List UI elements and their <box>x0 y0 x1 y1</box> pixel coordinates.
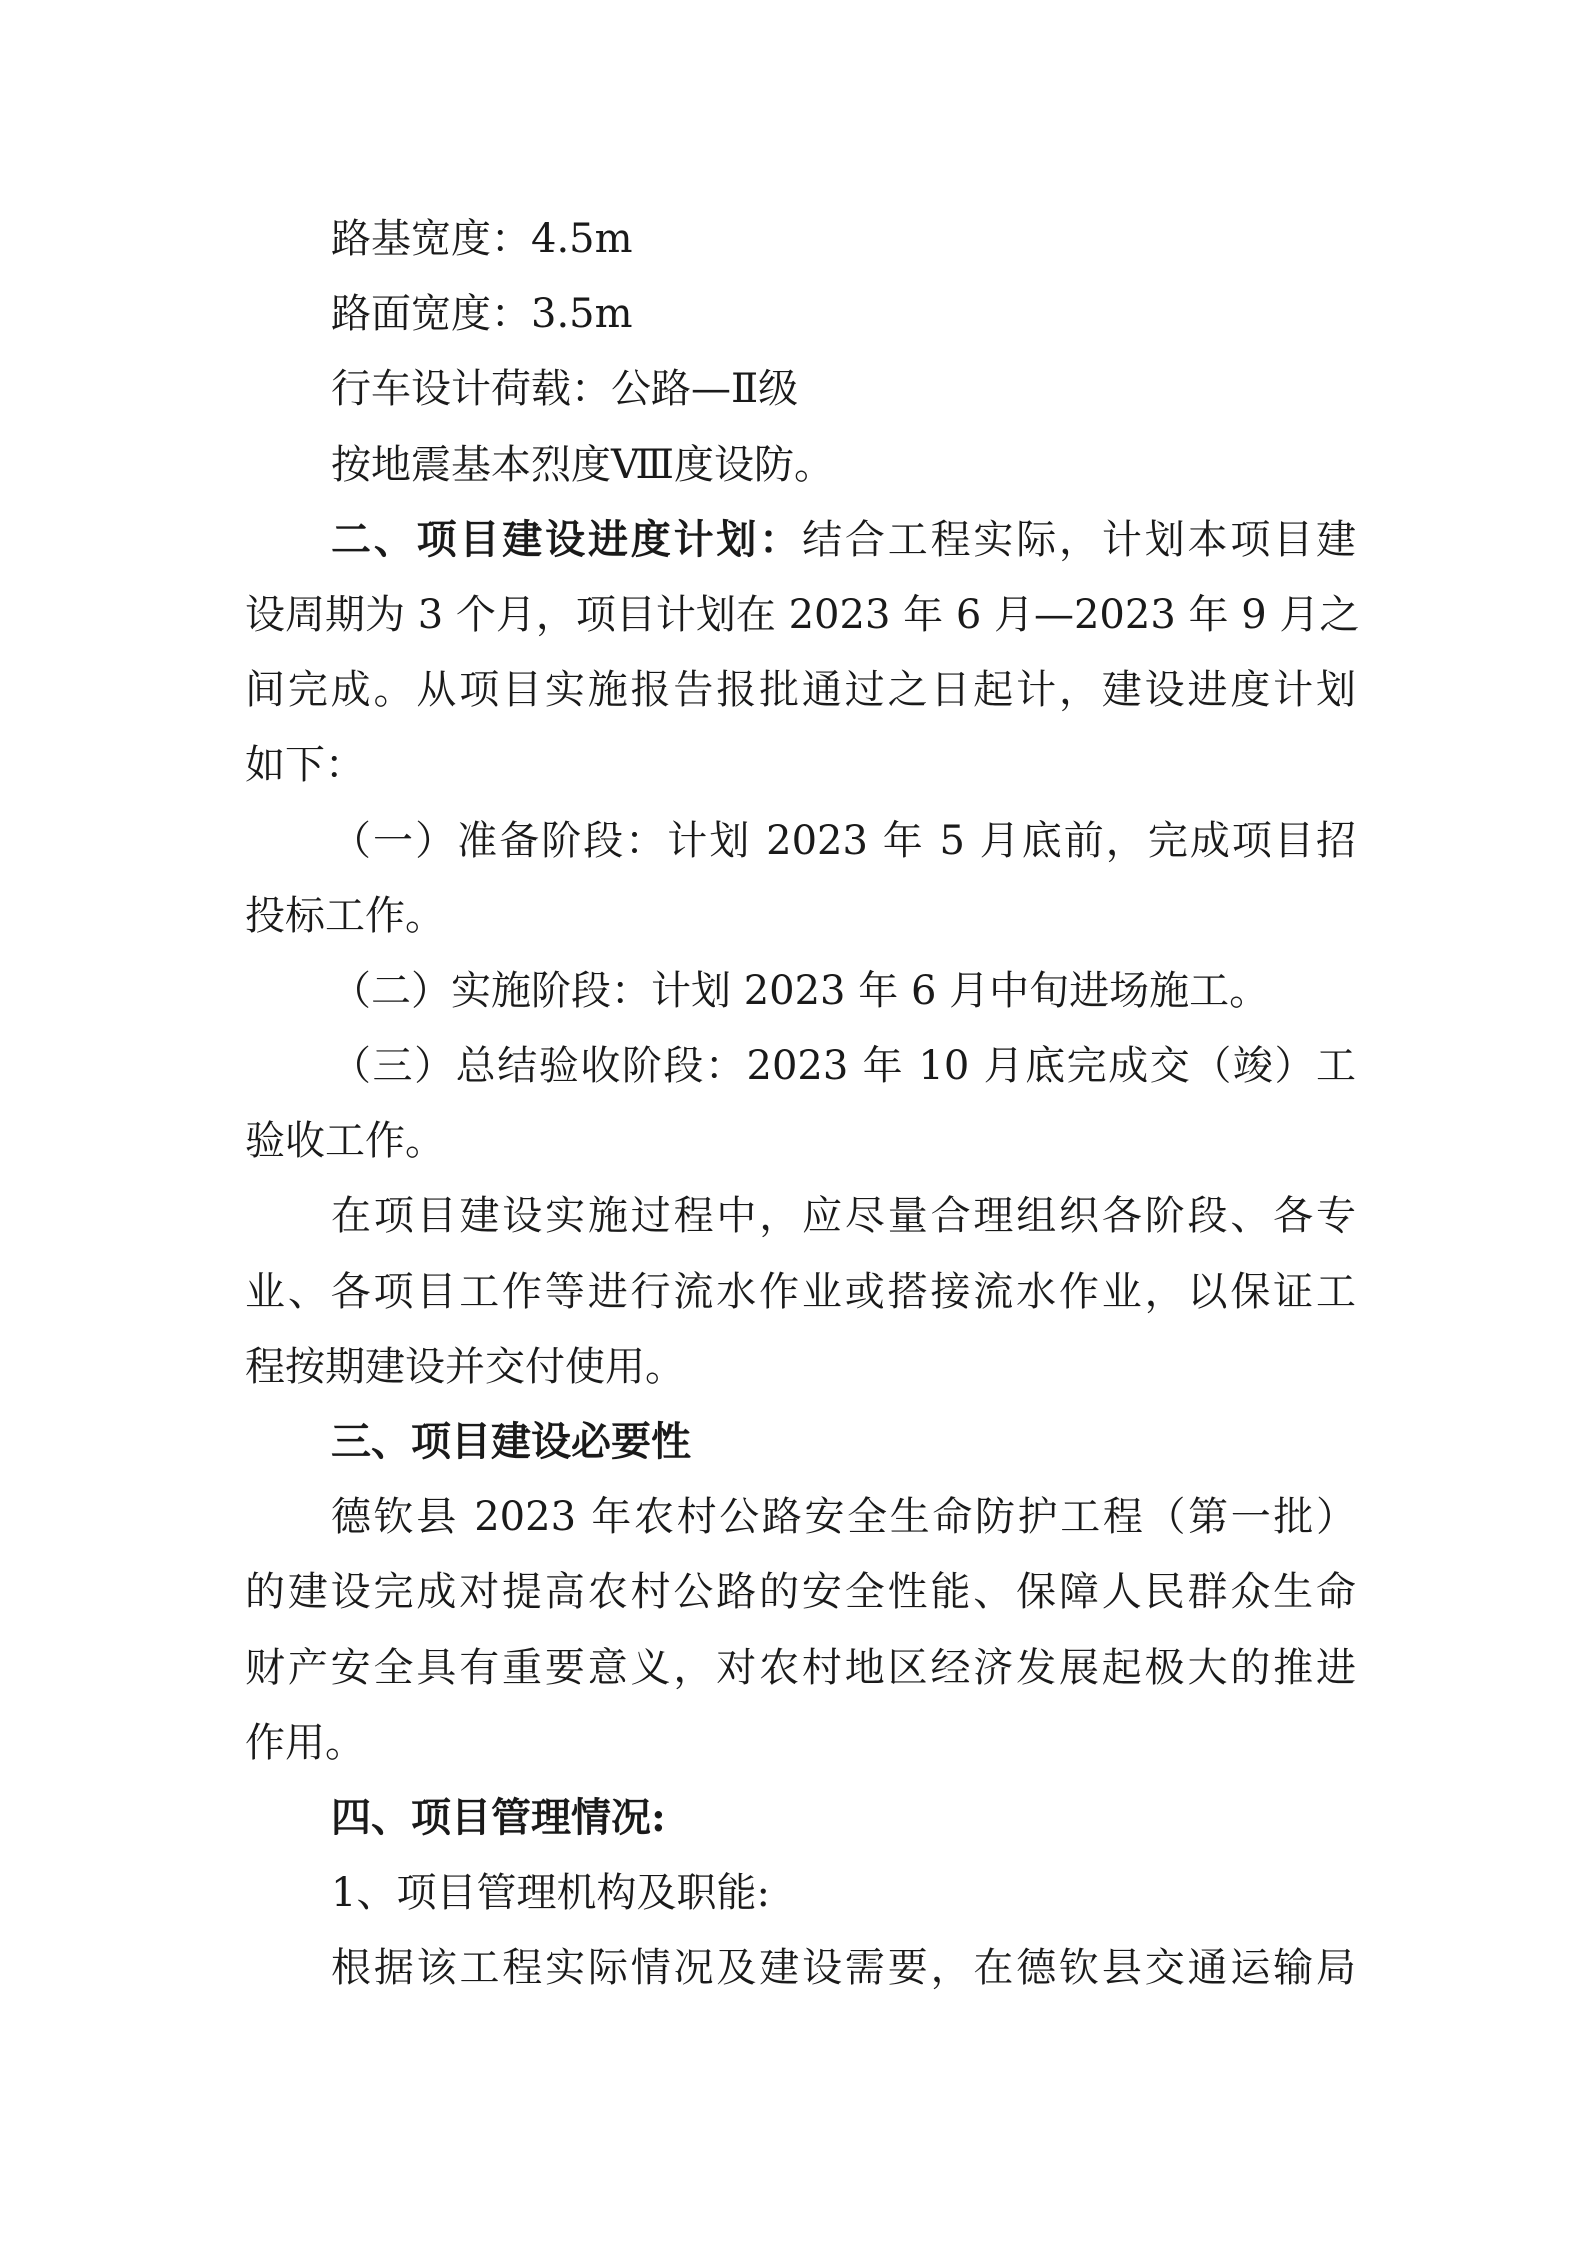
text-line <box>245 1028 1356 1103</box>
paragraph-text: 根据该工程实际情况及建设需要，在德钦县交通运输局 <box>331 1945 1356 1992</box>
document-page <box>245 201 1360 2006</box>
paragraph-text: 如下： <box>245 742 365 789</box>
paragraph-text: 1、项目管理机构及职能: <box>331 1870 770 1917</box>
text-line <box>245 1404 1356 1479</box>
paragraph-text: 德钦县 2023 年农村公路安全生命防护工程（第一批） <box>331 1494 1356 1541</box>
text-line <box>245 1930 1356 2005</box>
text-line <box>245 351 1356 426</box>
paragraph-text: 的建设完成对提高农村公路的安全性能、保障人民群众生命 <box>245 1569 1356 1616</box>
paragraph-text: （二）实施阶段：计划 2023 年 6 月中旬进场施工。 <box>331 967 1270 1014</box>
text-line <box>245 652 1356 727</box>
text-line <box>245 1329 1356 1404</box>
text-line <box>245 276 1356 351</box>
paragraph-text: 行车设计荷载：公路—Ⅱ级 <box>331 366 799 413</box>
text-line <box>245 727 1356 802</box>
text-line <box>245 1178 1356 1253</box>
paragraph-text: （三）总结验收阶段：2023 年 10 月底完成交（竣）工 <box>331 1043 1356 1090</box>
text-line <box>245 502 1356 577</box>
paragraph-text: 设周期为 3 个月，项目计划在 2023 年 6 月—2023 年 9 月之 <box>245 591 1360 638</box>
section-heading: 二、项目建设进度计划： <box>331 515 803 563</box>
text-line <box>245 1705 1356 1780</box>
text-line <box>245 953 1356 1028</box>
text-line <box>245 1254 1356 1329</box>
text-line <box>245 1855 1356 1930</box>
section-heading: 四、项目管理情况: <box>331 1793 666 1841</box>
paragraph-text: 财产安全具有重要意义，对农村地区经济发展起极大的推进 <box>245 1644 1356 1691</box>
paragraph-text: 程按期建设并交付使用。 <box>245 1343 685 1390</box>
section-heading: 三、项目建设必要性 <box>331 1418 691 1465</box>
paragraph-text: 路基宽度：4.5m <box>331 216 633 262</box>
text-line <box>245 1103 1356 1178</box>
text-line <box>245 1780 1356 1855</box>
paragraph-text: 在项目建设实施过程中，应尽量合理组织各阶段、各专 <box>331 1193 1356 1240</box>
paragraph-text: 路面宽度：3.5m <box>331 291 633 338</box>
text-line <box>245 201 1356 276</box>
paragraph-text: （一）准备阶段：计划 2023 年 5 月底前，完成项目招 <box>331 817 1356 864</box>
paragraph-text: 结合工程实际，计划本项目建 <box>802 516 1357 563</box>
paragraph-text: 验收工作。 <box>245 1118 445 1165</box>
paragraph-text: 作用。 <box>245 1719 365 1766</box>
paragraph-text: 间完成。从项目实施报告报批通过之日起计，建设进度计划 <box>245 667 1356 714</box>
text-line <box>245 577 1360 652</box>
text-line <box>245 1554 1356 1629</box>
paragraph-text: 业、各项目工作等进行流水作业或搭接流水作业，以保证工 <box>245 1268 1356 1315</box>
text-line <box>245 1630 1356 1705</box>
text-line <box>245 878 1356 953</box>
text-line <box>245 427 1356 502</box>
text-line <box>245 803 1356 878</box>
text-line <box>245 1479 1356 1554</box>
paragraph-text: 按地震基本烈度Ⅷ度设防。 <box>331 441 835 488</box>
paragraph-text: 投标工作。 <box>245 892 445 939</box>
